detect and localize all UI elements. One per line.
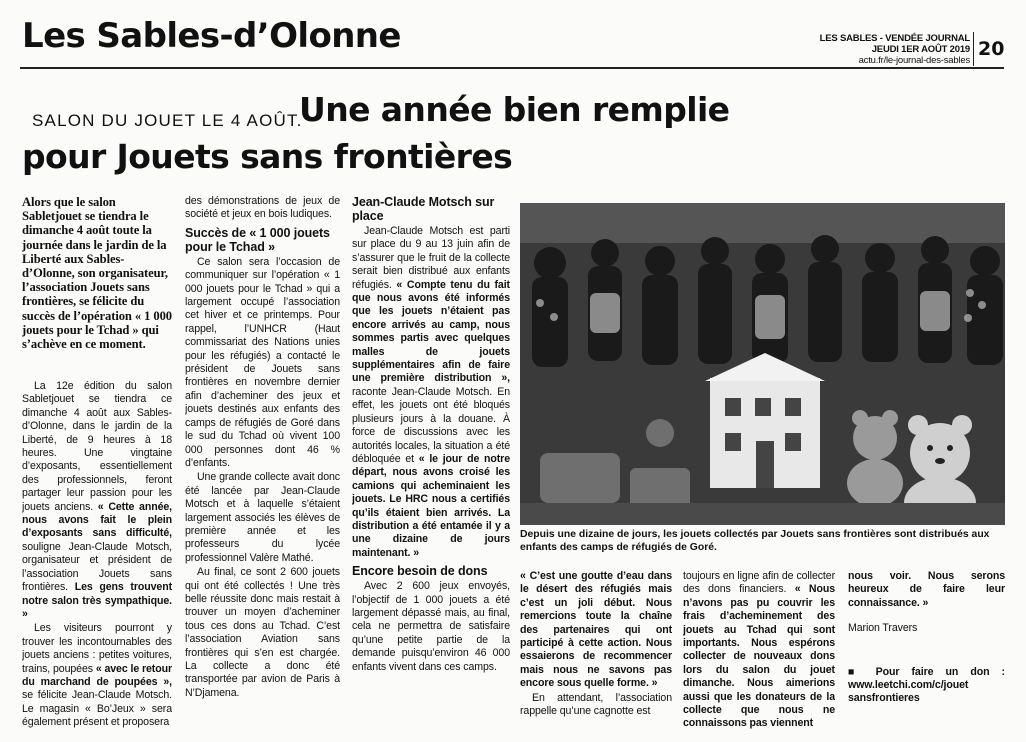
headline-line-1: Une année bien remplie [299, 90, 730, 129]
column-3 [352, 195, 510, 740]
subhead-on-site: Jean-Claude Motsch sur place [352, 195, 495, 223]
col5-paragraph-1: toujours en ligne afin de collecter des dons financiers. « Nous n’avons pas pu couvrir les frais d’acheminement des jouets au Tchad qui sont importants. Nous espérons collecter de nouveaux dons lors du salon du jouet dimanche. Nous aimerions aussi que les donateurs de la collecte que nous ne connaissons pas viennent [683, 570, 835, 730]
article-lead [22, 195, 172, 375]
column-5 [683, 570, 835, 740]
col2-paragraph-2: Une grande collecte avait donc été lancée par Jean-Claude Motsch et à laquelle s’étaient largement associés les élèves de première année et les professeurs du lycée professionnel Valère Mathé. [185, 471, 340, 564]
col4-paragraph-1: « C’est une goutte d’eau dans le désert des réfugiés mais c’est un joli début. Nous remercions toute la chaîne des partenaires qui ont participé à cette action. Nous essaierons de recommencer mais nous ne savons pas encore sous quelle forme. » [520, 570, 672, 690]
headline-line-2: pour Jouets sans frontières [22, 137, 513, 176]
column-4 [520, 570, 672, 740]
photo-illustration [520, 203, 1005, 525]
publication-url: actu.fr/le-journal-des-sables [858, 55, 970, 66]
headline-kicker: SALON DU JOUET LE 4 AOÛT. [32, 111, 303, 130]
col2-paragraph-3: Au final, ce sont 2 600 jouets qui ont été collectés ! Une très belle réussite donc mais restait à trouver un moyen d’acheminer tous ces dons au Tchad. C’est l’association Aviation sans frontières qui s’en est chargée. La collecte a donc été transportée par avion de Paris à N’Djamena. [185, 566, 340, 699]
col3-paragraph-1: Jean-Claude Motsch est parti sur place du 9 au 13 juin afin de s’assurer que le fruit de la collecte serait bien distribué aux enfants réfugiés. « Compte tenu du fait que nous avons été informés que les jouets n’étaient pas encore arrivés au camp, nous sommes partis avec quelques malles de jouets supplémentaires afin de faire une première distribution », raconte Jean-Claude Motsch. En effet, les jouets ont été bloqués plusieurs jours à la douane. À force de discussions avec les autorités locales, la situation a été débloquée et « le jour de notre départ, nous avons croisé les camions qui acheminaient les jouets. Le HRC nous a certifiés qu’ils étaient bien arrivés. La distribution a été entamée il y a une dizaine de jours maintenant. » [352, 225, 510, 559]
article-photo [520, 203, 1005, 525]
col2-paragraph-1: Ce salon sera l’occasion de communiquer sur l’opération « 1 000 jouets pour le Tchad » qui a largement occupé l’association cet hiver et ce printemps. Pour rappel, l’UNHCR (Haut commissariat des Nations unies pour les réfugiés) a contacté le président de Jouets sans frontières en novembre dernier afin d’acheminer des jeux et jouets destinés aux enfants des camps de réfugiés de Goré dans le sud du Tchad où vivent 100 000 personnes dont 46 % d’enfants. [185, 255, 340, 469]
subhead-success: Succès de « 1 000 jouets pour le Tchad » [185, 225, 330, 254]
publication-name: LES SABLES - VENDÉE JOURNAL [819, 33, 970, 44]
lead-paragraph: Alors que le salon Sabletjouet se tiendra le dimanche 4 août toute la journée dans le jardin de la Liberté aux Sables-d’Olonne, son organisateur, l’association Jouets sans frontières, se félicite du succès de l’opération « 1 000 jouets pour le Tchad » qui s’achève en ce moment. [22, 195, 172, 352]
col4-paragraph-2: En attendant, l’association rappelle qu’une cagnotte est [520, 691, 672, 718]
col2-paragraph-0: des démonstrations de jeux de société et jeux en bois ludiques. [185, 195, 340, 221]
masthead-rule [20, 67, 1004, 69]
column-1 [22, 380, 172, 740]
section-title: Les Sables-d’Olonne [22, 16, 401, 56]
col3-paragraph-2: Avec 2 600 jeux envoyés, l’objectif de 1 000 jouets a été largement dépassé mais, au final, cela ne permettra de satisfaire qu’une petite partie de la demande puisqu’environ 46 000 enfants vivent dans ces camps. [352, 580, 510, 673]
col1-paragraph-1: La 12e édition du salon Sabletjouet se tiendra ce dimanche 4 août aux Sables-d’Olonne, dans le jardin de la Liberté, de 9 heures à 18 heures. Une vingtaine d’exposants, essentiellement des professionnels, feront partager leur passion pour les jouets anciens. « Cette année, nous avons fait le plein d’exposants sans difficulté, souligne Jean-Claude Motsch, organisateur et président de l’association Jouets sans frontières. Les gens trouvent notre salon très sympathique. » [22, 380, 172, 620]
page-number: 20 [978, 38, 1005, 60]
author-signature: Marion Travers [848, 622, 918, 635]
col1-paragraph-2: Les visiteurs pourront y trouver les incontournables des jouets anciens : petites voitures, trains, poupées « avec le retour du marchand de poupées », se félicite Jean-Claude Motsch. Le magasin « Bo’Jeux » sera également présent et proposera [22, 622, 172, 729]
column-6 [848, 570, 1005, 740]
publication-info [760, 33, 970, 66]
column-2 [185, 195, 340, 740]
col6-paragraph-1: nous voir. Nous serons heureux de faire leur connaissance. » [848, 570, 1005, 609]
subhead-donations: Encore besoin de dons [352, 564, 488, 579]
publication-date: JEUDI 1ER AOÛT 2019 [871, 44, 970, 55]
photo-caption: Depuis une dizaine de jours, les jouets collectés par Jouets sans frontières sont distribués aux enfants des camps de réfugiés de Goré. [520, 529, 990, 553]
donation-link[interactable]: ■ Pour faire un don : www.leetchi.com/c/jouet sansfrontieres [848, 665, 1005, 705]
header-divider [973, 32, 974, 66]
